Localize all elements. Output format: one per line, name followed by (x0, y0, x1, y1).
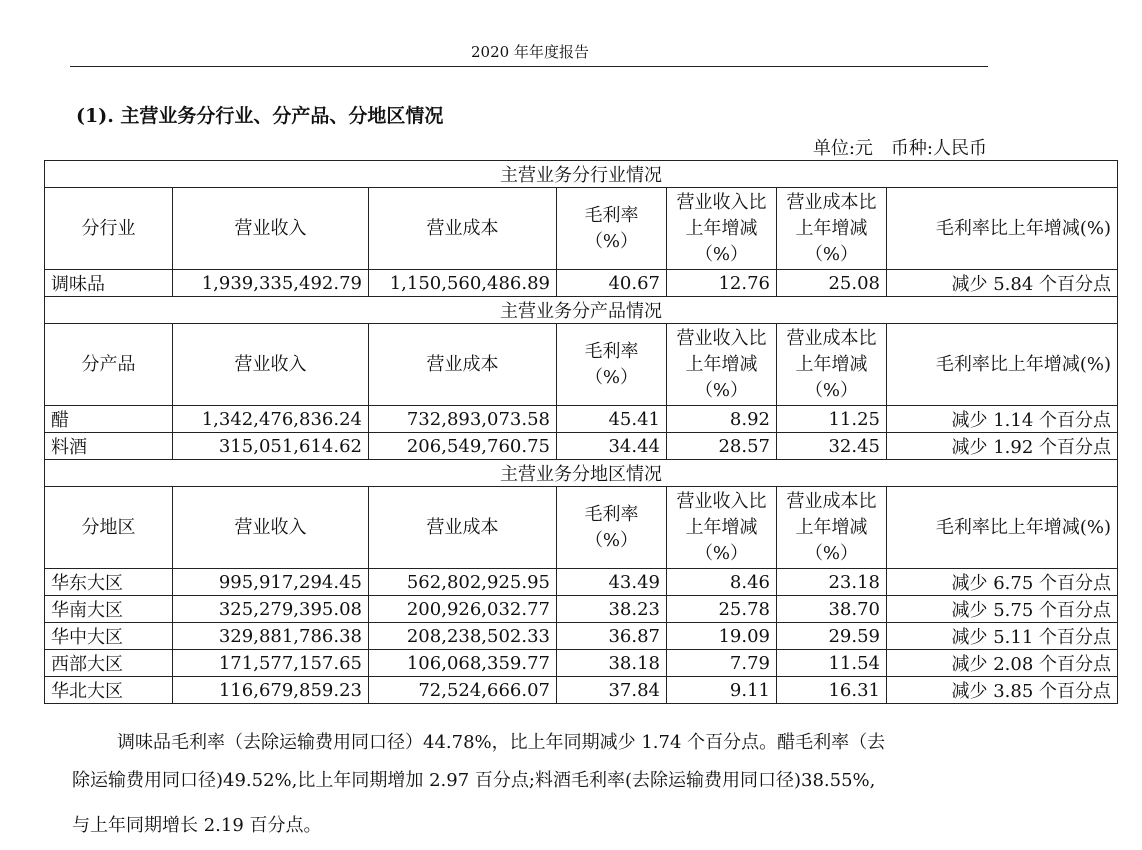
value-cell: 37.84 (557, 677, 667, 704)
value-cell: 200,926,032.77 (369, 596, 557, 623)
table-row (45, 569, 1118, 596)
table-row (45, 623, 1118, 650)
value-cell: 325,279,395.08 (173, 596, 369, 623)
value-cell: 25.08 (777, 270, 887, 297)
column-header: 营业成本 (369, 188, 557, 270)
row-name-cell: 调味品 (45, 270, 173, 297)
column-header: 毛利率（%） (557, 188, 667, 270)
row-name-cell: 料酒 (45, 433, 173, 460)
value-cell: 减少 5.75 个百分点 (887, 596, 1118, 623)
table-row (45, 433, 1118, 460)
value-cell: 减少 5.11 个百分点 (887, 623, 1118, 650)
value-cell: 38.18 (557, 650, 667, 677)
value-cell: 45.41 (557, 406, 667, 433)
column-header: 营业收入比上年增减（%） (667, 487, 777, 569)
value-cell: 116,679,859.23 (173, 677, 369, 704)
value-cell: 7.79 (667, 650, 777, 677)
value-cell: 1,342,476,836.24 (173, 406, 369, 433)
group-title-row (45, 297, 1118, 324)
value-cell: 732,893,073.58 (369, 406, 557, 433)
value-cell: 206,549,760.75 (369, 433, 557, 460)
summary-paragraph-line: 与上年同期增长 2.19 百分点。 (72, 815, 322, 836)
value-cell: 25.78 (667, 596, 777, 623)
table-row (45, 650, 1118, 677)
value-cell: 12.76 (667, 270, 777, 297)
value-cell: 11.25 (777, 406, 887, 433)
group-title: 主营业务分产品情况 (45, 297, 1118, 324)
column-header: 营业收入比上年增减（%） (667, 324, 777, 406)
value-cell: 9.11 (667, 677, 777, 704)
value-cell: 28.57 (667, 433, 777, 460)
row-name-cell: 华东大区 (45, 569, 173, 596)
value-cell: 1,150,560,486.89 (369, 270, 557, 297)
value-cell: 34.44 (557, 433, 667, 460)
column-header: 营业成本比上年增减（%） (777, 324, 887, 406)
table-row (45, 677, 1118, 704)
row-name-cell: 华南大区 (45, 596, 173, 623)
value-cell: 11.54 (777, 650, 887, 677)
column-header: 毛利率比上年增减(%) (887, 188, 1118, 270)
column-header: 分产品 (45, 324, 173, 406)
group-title-row (45, 161, 1118, 188)
column-header: 分地区 (45, 487, 173, 569)
row-name-cell: 华中大区 (45, 623, 173, 650)
value-cell: 562,802,925.95 (369, 569, 557, 596)
column-header: 营业收入 (173, 487, 369, 569)
table-row (45, 270, 1118, 297)
value-cell: 208,238,502.33 (369, 623, 557, 650)
value-cell: 8.92 (667, 406, 777, 433)
column-header: 营业成本比上年增减（%） (777, 487, 887, 569)
value-cell: 36.87 (557, 623, 667, 650)
value-cell: 106,068,359.77 (369, 650, 557, 677)
column-header: 营业收入比上年增减（%） (667, 188, 777, 270)
value-cell: 43.49 (557, 569, 667, 596)
header-divider (70, 66, 988, 67)
summary-paragraph-line: 调味品毛利率（去除运输费用同口径）44.78%，比上年同期减少 1.74 个百分点。醋毛利率（去 (117, 732, 886, 753)
column-header-row (45, 324, 1118, 406)
column-header: 营业收入 (173, 324, 369, 406)
column-header: 毛利率比上年增减(%) (887, 487, 1118, 569)
value-cell: 995,917,294.45 (173, 569, 369, 596)
column-header: 营业成本 (369, 324, 557, 406)
value-cell: 329,881,786.38 (173, 623, 369, 650)
column-header-row (45, 487, 1118, 569)
value-cell: 减少 6.75 个百分点 (887, 569, 1118, 596)
column-header: 分行业 (45, 188, 173, 270)
group-title: 主营业务分行业情况 (45, 161, 1118, 188)
column-header: 毛利率（%） (557, 324, 667, 406)
section-heading: (1). 主营业务分行业、分产品、分地区情况 (76, 105, 444, 127)
value-cell: 29.59 (777, 623, 887, 650)
group-title: 主营业务分地区情况 (45, 460, 1118, 487)
row-name-cell: 华北大区 (45, 677, 173, 704)
column-header: 营业收入 (173, 188, 369, 270)
value-cell: 减少 1.92 个百分点 (887, 433, 1118, 460)
row-name-cell: 西部大区 (45, 650, 173, 677)
column-header: 营业成本比上年增减（%） (777, 188, 887, 270)
value-cell: 减少 2.08 个百分点 (887, 650, 1118, 677)
group-title-row (45, 460, 1118, 487)
main-business-table (44, 160, 1118, 704)
value-cell: 减少 3.85 个百分点 (887, 677, 1118, 704)
page-header: 2020 年年度报告 (471, 43, 589, 61)
value-cell: 72,524,666.07 (369, 677, 557, 704)
table-row (45, 596, 1118, 623)
column-header: 毛利率（%） (557, 487, 667, 569)
value-cell: 8.46 (667, 569, 777, 596)
value-cell: 减少 5.84 个百分点 (887, 270, 1118, 297)
value-cell: 1,939,335,492.79 (173, 270, 369, 297)
value-cell: 32.45 (777, 433, 887, 460)
value-cell: 16.31 (777, 677, 887, 704)
column-header-row (45, 188, 1118, 270)
table-row (45, 406, 1118, 433)
value-cell: 171,577,157.65 (173, 650, 369, 677)
row-name-cell: 醋 (45, 406, 173, 433)
value-cell: 减少 1.14 个百分点 (887, 406, 1118, 433)
value-cell: 38.70 (777, 596, 887, 623)
value-cell: 40.67 (557, 270, 667, 297)
value-cell: 38.23 (557, 596, 667, 623)
value-cell: 23.18 (777, 569, 887, 596)
summary-paragraph-line: 除运输费用同口径)49.52%,比上年同期增加 2.97 百分点;料酒毛利率(去除运输费用同口径)38.55%, (72, 770, 876, 791)
unit-note: 单位:元 币种:人民币 (812, 138, 987, 159)
value-cell: 19.09 (667, 623, 777, 650)
column-header: 毛利率比上年增减(%) (887, 324, 1118, 406)
value-cell: 315,051,614.62 (173, 433, 369, 460)
column-header: 营业成本 (369, 487, 557, 569)
